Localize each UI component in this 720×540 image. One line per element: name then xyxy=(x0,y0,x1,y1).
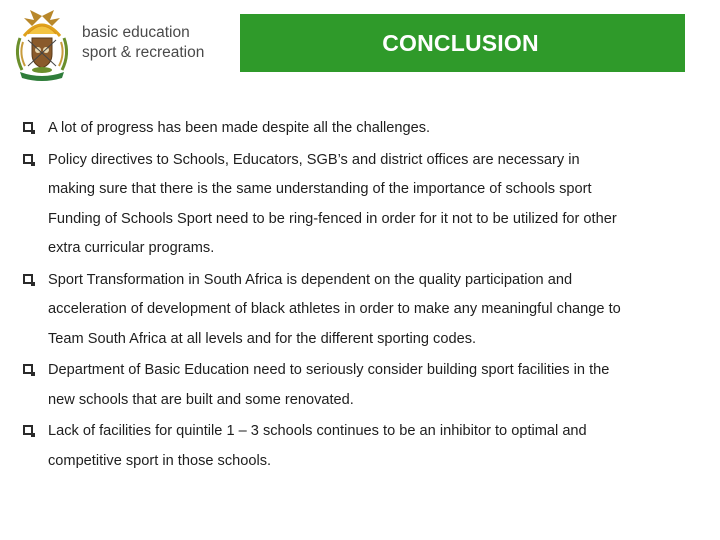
bullet-list xyxy=(20,114,690,478)
bullet-text-line: Funding of Schools Sport need to be ring-fenced in order for it not to be utilized for other xyxy=(48,210,617,227)
bullet-item xyxy=(20,146,690,264)
bullet-item xyxy=(20,417,690,476)
checkbox-bullet-icon xyxy=(23,274,33,284)
coat-of-arms-icon xyxy=(10,8,74,82)
bullet-text-line: making sure that there is the same understanding of the importance of schools sport xyxy=(48,181,592,197)
bullet-text-line: acceleration of development of black athletes in order to make any meaningful change to xyxy=(48,301,621,317)
org-name-line-2: sport & recreation xyxy=(82,44,205,61)
bullet-text-line: new schools that are built and some renovated. xyxy=(48,391,354,408)
checkbox-bullet-icon xyxy=(23,154,33,164)
bullet-text-line: A lot of progress has been made despite all the challenges. xyxy=(48,120,431,136)
bullet-item xyxy=(20,266,690,355)
bullet-text-line: Team South Africa at all levels and for the different sporting codes. xyxy=(48,330,477,347)
checkbox-bullet-icon xyxy=(23,364,33,374)
bullet-text-line: Sport Transformation in South Africa is dependent on the quality participation and xyxy=(48,271,573,288)
bullet-item xyxy=(20,356,690,415)
department-logo xyxy=(8,6,218,82)
bullet-text-line: Department of Basic Education need to seriously consider building sport facilities in the xyxy=(48,362,610,378)
bullet-text-line: Policy directives to Schools, Educators, SGB’s and district offices are necessary in xyxy=(48,151,580,168)
slide-title: CONCLUSION xyxy=(382,30,539,56)
checkbox-bullet-icon xyxy=(23,122,33,132)
checkbox-bullet-icon xyxy=(23,425,33,435)
bullet-text-line: extra curricular programs. xyxy=(48,240,215,256)
title-banner xyxy=(240,14,685,72)
bullet-item xyxy=(20,114,690,144)
organisation-name xyxy=(82,23,204,63)
bullet-text-line: Lack of facilities for quintile 1 – 3 schools continues to be an inhibitor to optimal and xyxy=(48,423,587,439)
bullet-text-line: competitive sport in those schools. xyxy=(48,452,272,469)
org-name-line-1: basic education xyxy=(82,24,190,41)
